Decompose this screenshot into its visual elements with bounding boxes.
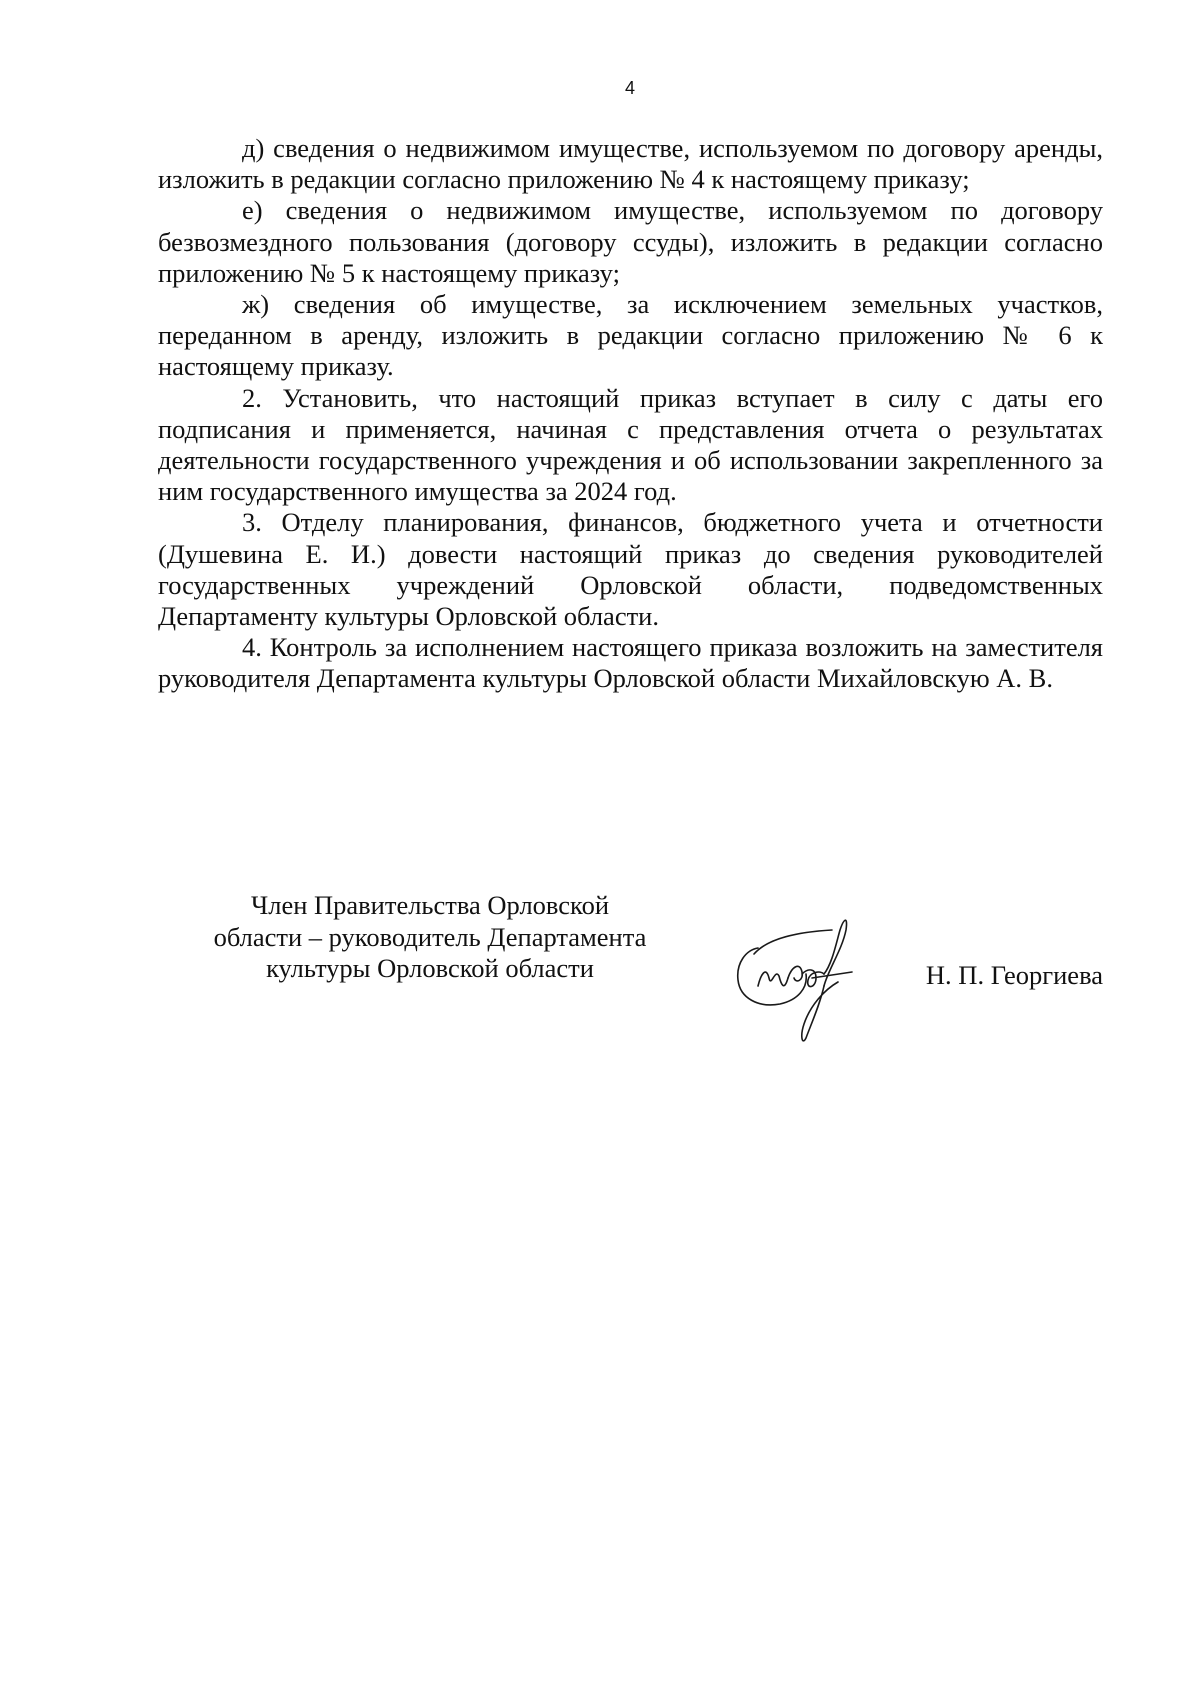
document-body — [158, 133, 1103, 695]
paragraph-2: 2. Установить, что настоящий приказ вступает в силу с даты его подписания и применяется, начиная с представления отчета о результатах деятельности государственного учреждения и об использовании закрепленного за ним государственного имущества за 2024 год. — [158, 382, 1103, 507]
handwritten-signature — [728, 908, 878, 1046]
paragraph-zh: ж) сведения об имуществе, за исключением земельных участков, переданном в аренду, изложить в редакции согласно приложению № 6 к настоящему приказу. — [158, 289, 1103, 382]
position-line-1: Член Правительства Орловской — [251, 890, 609, 920]
paragraph-d: д) сведения о недвижимом имуществе, используемом по договору аренды, изложить в редакции согласно приложению № 4 к настоящему приказу; — [158, 133, 1103, 195]
paragraph-3: 3. Отделу планирования, финансов, бюджетного учета и отчетности (Душевина Е. И.) довести настоящий приказ до сведения руководителей государственных учреждений Орловской области, подведомственных Департаменту культуры Орловской области. — [158, 507, 1103, 632]
signatory-position — [180, 890, 680, 985]
paragraph-4: 4. Контроль за исполнением настоящего приказа возложить на заместителя руководителя Департамента культуры Орловской области Михайловскую А. В. — [158, 632, 1103, 694]
position-line-3: культуры Орловской области — [266, 953, 594, 983]
page-number: 4 — [624, 78, 635, 98]
paragraph-e: е) сведения о недвижимом имуществе, используемом по договору безвозмездного пользования (договору ссуды), изложить в редакции согласно приложению № 5 к настоящему приказу; — [158, 195, 1103, 288]
position-line-2: области – руководитель Департамента — [213, 921, 647, 952]
signer-name: Н. П. Георгиева — [925, 960, 1103, 990]
